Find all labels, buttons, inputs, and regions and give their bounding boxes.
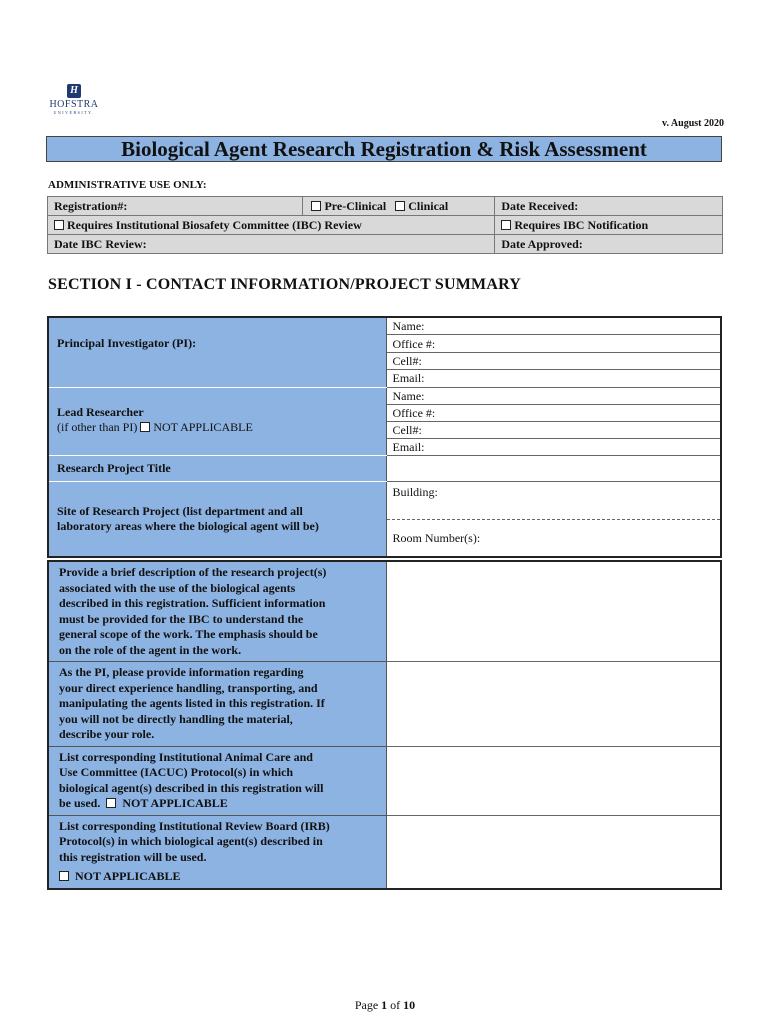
- pre-clinical-label: Pre-Clinical: [324, 199, 387, 213]
- document-title: Biological Agent Research Registration & Risk Assessment: [46, 136, 722, 162]
- admin-table: [47, 196, 723, 254]
- irb-label: List corresponding Institutional Review Board (IRB) Protocol(s) in which biological agent(s) described in this registration will be used. NOT APPLICABLE: [48, 815, 386, 889]
- logo-name: HOFSTRA: [49, 99, 99, 110]
- logo-sub: UNIVERSITY.: [53, 110, 95, 115]
- study-type-cell: [303, 197, 495, 216]
- room-number-field[interactable]: Room Number(s):: [386, 519, 721, 557]
- pi-email-field[interactable]: Email:: [386, 370, 721, 387]
- requires-ibc-review-checkbox[interactable]: [54, 220, 64, 230]
- pre-clinical-checkbox[interactable]: [311, 201, 321, 211]
- project-description-label: Provide a brief description of the research project(s) associated with the use of the biological agents described in this registration. Sufficient information must be provided for the IBC to understand the general scope of the work. The emphasis should be on the role of the agent in the work.: [48, 561, 386, 662]
- clinical-checkbox[interactable]: [395, 201, 405, 211]
- clinical-label: Clinical: [408, 199, 449, 213]
- requires-ibc-notification-checkbox[interactable]: [501, 220, 511, 230]
- version-label: v. August 2020: [662, 118, 724, 129]
- project-description-answer[interactable]: [386, 561, 721, 662]
- ibc-review-cell: [48, 216, 495, 235]
- lead-office-field[interactable]: Office #:: [386, 404, 721, 421]
- section-heading: SECTION I - CONTACT INFORMATION/PROJECT SUMMARY: [48, 276, 522, 293]
- requires-ibc-review-label: Requires Institutional Biosafety Committee (IBC) Review: [67, 218, 362, 232]
- project-title-field[interactable]: [386, 455, 721, 481]
- page-footer: Page 1 of 10: [354, 998, 416, 1012]
- pi-office-field[interactable]: Office #:: [386, 335, 721, 352]
- date-received-field[interactable]: Date Received:: [495, 197, 723, 216]
- irb-not-applicable-checkbox[interactable]: [59, 871, 69, 881]
- lead-name-field[interactable]: Name:: [386, 387, 721, 404]
- contact-table: [47, 316, 722, 558]
- lead-cell-field[interactable]: Cell#:: [386, 421, 721, 438]
- ibc-notification-cell: [495, 216, 723, 235]
- pi-name-field[interactable]: Name:: [386, 317, 721, 335]
- requires-ibc-notification-label: Requires IBC Notification: [514, 218, 649, 232]
- date-approved-field[interactable]: Date Approved:: [495, 235, 723, 254]
- registration-field[interactable]: Registration#:: [48, 197, 303, 216]
- site-label: Site of Research Project (list department and all laboratory areas where the biological agent will be): [48, 481, 386, 557]
- admin-heading: ADMINISTRATIVE USE ONLY:: [48, 179, 207, 191]
- project-summary-table: [47, 560, 722, 890]
- hofstra-logo: [44, 84, 104, 115]
- hofstra-seal-icon: H: [67, 84, 81, 98]
- irb-answer[interactable]: [386, 815, 721, 889]
- pi-cell-field[interactable]: Cell#:: [386, 352, 721, 369]
- page-total: 10: [403, 998, 416, 1012]
- pi-label: Principal Investigator (PI):: [48, 317, 386, 387]
- lead-not-applicable-checkbox[interactable]: [140, 422, 150, 432]
- lead-researcher-label: Lead Researcher (if other than PI) NOT APPLICABLE: [48, 387, 386, 455]
- building-field[interactable]: Building:: [386, 481, 721, 519]
- page-number: 1: [381, 998, 388, 1012]
- pi-experience-answer[interactable]: [386, 662, 721, 747]
- pi-experience-label: As the PI, please provide information regarding your direct experience handling, transporting, and manipulating the agents listed in this registration. If you will not be directly handling the material, describe your role.: [48, 662, 386, 747]
- iacuc-not-applicable-checkbox[interactable]: [106, 798, 116, 808]
- iacuc-label: List corresponding Institutional Animal Care and Use Committee (IACUC) Protocol(s) in which biological agent(s) described in this registration will be used. NOT APPLICABLE: [48, 746, 386, 815]
- iacuc-answer[interactable]: [386, 746, 721, 815]
- project-title-label: Research Project Title: [48, 455, 386, 481]
- date-ibc-review-field[interactable]: Date IBC Review:: [48, 235, 495, 254]
- lead-email-field[interactable]: Email:: [386, 438, 721, 455]
